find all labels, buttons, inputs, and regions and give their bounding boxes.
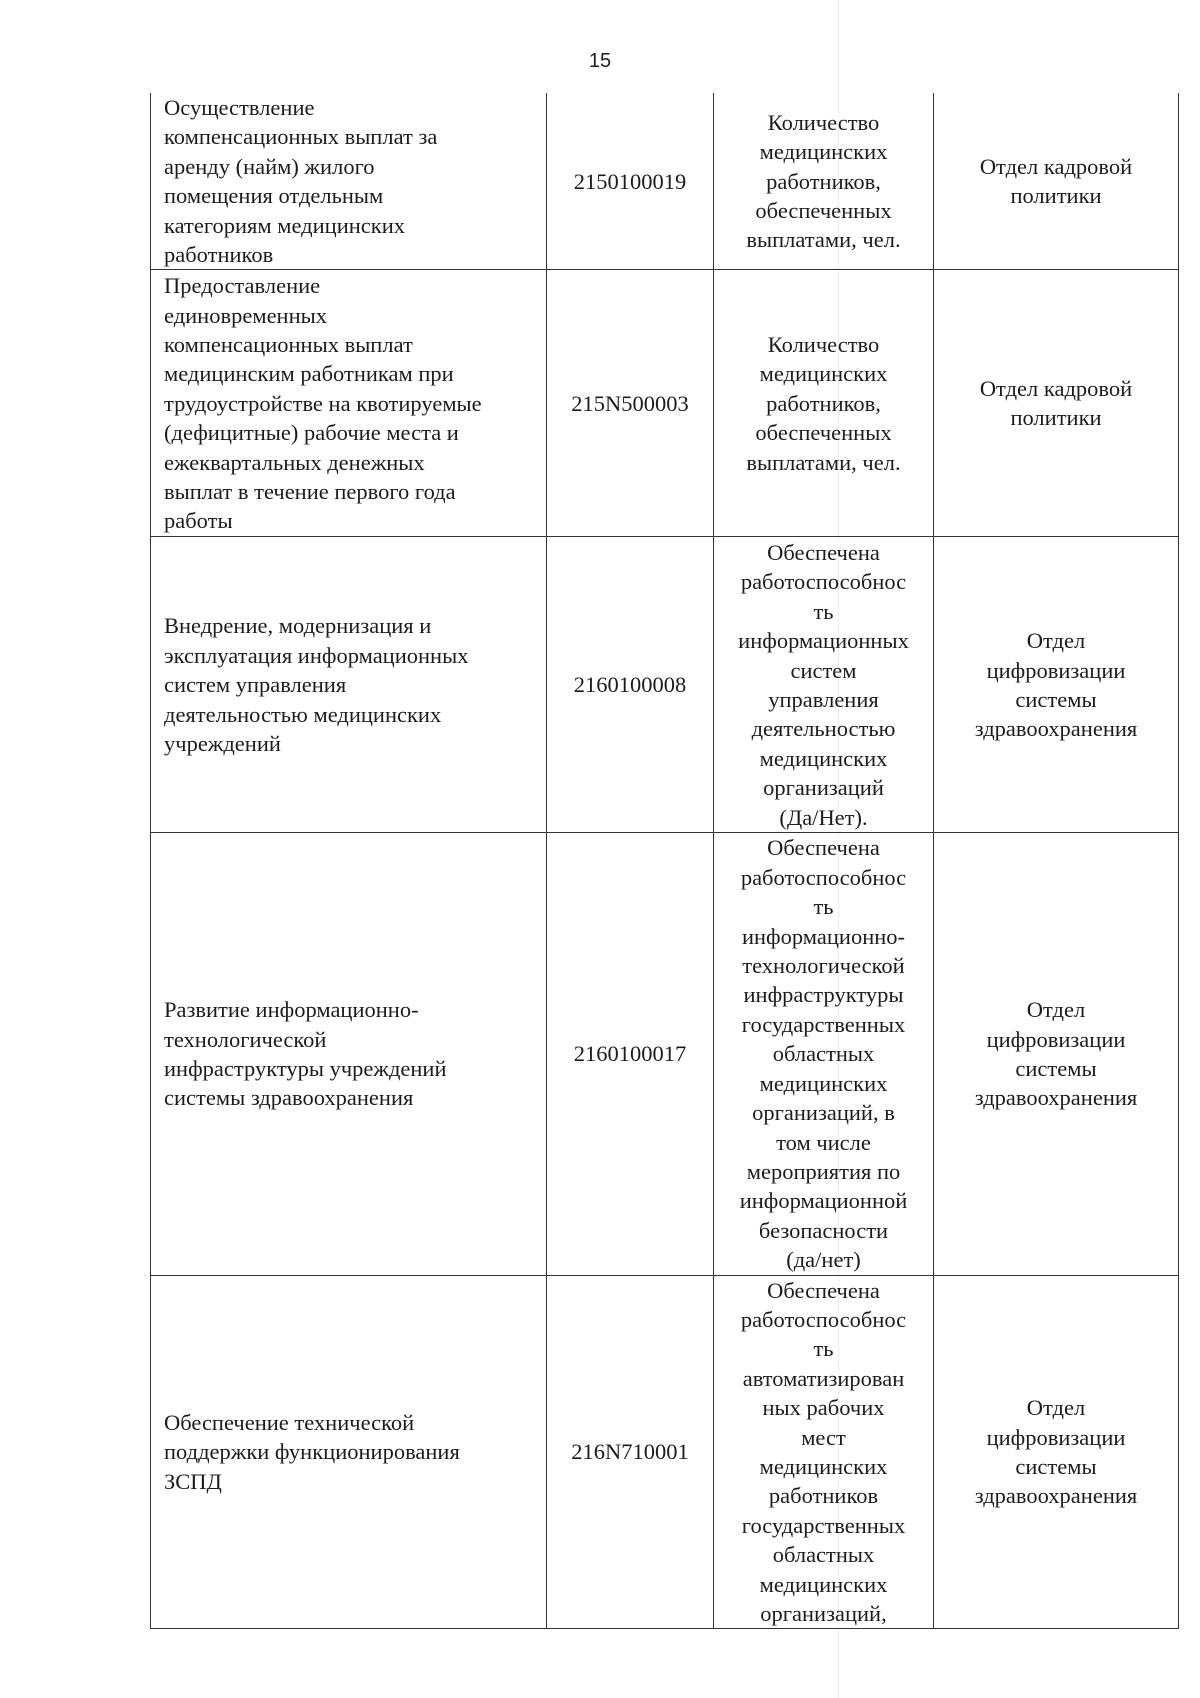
activities-table — [150, 93, 1179, 1629]
activity-name-cell — [151, 1275, 547, 1629]
budget-code: 216N710001 — [571, 1439, 689, 1465]
budget-code: 2160100017 — [573, 1041, 687, 1067]
budget-code-cell — [547, 537, 714, 833]
indicator-cell — [714, 537, 934, 833]
department-cell — [934, 537, 1179, 833]
department-cell — [934, 93, 1179, 270]
responsible-department: Отдел кадровой политики — [979, 376, 1133, 431]
responsible-department: Отдел кадровой политики — [979, 153, 1133, 209]
indicator-text: Обеспечена работоспособнос ть информационно- технологической инфраструктуры государственных областных медицинских организаций, в том числе мероприятия по информационной безопасности (да/нет) — [739, 835, 908, 1273]
indicator-cell — [714, 270, 934, 537]
activity-name-cell — [151, 833, 547, 1275]
responsible-department: Отдел цифровизации системы здравоохранения — [974, 628, 1138, 742]
responsible-department: Отдел цифровизации системы здравоохранения — [974, 997, 1138, 1111]
scan-seam — [838, 0, 839, 1698]
department-cell — [934, 270, 1179, 537]
budget-code-cell — [547, 93, 714, 270]
activity-name-cell — [151, 270, 547, 537]
activity-name-cell — [151, 537, 547, 833]
budget-code-cell — [547, 270, 714, 537]
table-row — [151, 537, 1179, 833]
responsible-department: Отдел цифровизации системы здравоохранения — [974, 1395, 1138, 1509]
budget-code-cell — [547, 833, 714, 1275]
table-row — [151, 270, 1179, 537]
department-cell — [934, 1275, 1179, 1629]
table-row — [151, 1275, 1179, 1629]
activity-name: Обеспечение технической поддержки функционирования ЗСПД — [164, 1409, 460, 1494]
indicator-text: Обеспечена работоспособнос ть автоматизирован ных рабочих мест медицинских работников государственных областных медицинских организаций, — [740, 1277, 907, 1626]
indicator-cell — [714, 93, 934, 270]
activity-name: Внедрение, модернизация и эксплуатация информационных систем управления деятельностью медицинских учреждений — [164, 613, 469, 757]
indicator-text: Количество медицинских работников, обеспеченных выплатами, чел. — [746, 109, 901, 253]
page-number: 15 — [588, 50, 612, 72]
activity-name: Осуществление компенсационных выплат за аренду (найм) жилого помещения отдельным категориям медицинских работников — [164, 95, 438, 268]
indicator-text: Количество медицинских работников, обеспеченных выплатами, чел. — [746, 331, 901, 475]
budget-code: 215N500003 — [571, 390, 689, 416]
budget-code: 2150100019 — [573, 168, 687, 194]
activity-name-cell — [151, 93, 547, 270]
budget-code-cell — [547, 1275, 714, 1629]
department-cell — [934, 833, 1179, 1275]
table-row — [151, 93, 1179, 270]
activity-name: Предоставление единовременных компенсационных выплат медицинским работникам при трудоустройстве на квотируемые (дефицитные) рабочие места и ежеквартальных денежных выплат в течение первого года работы — [164, 273, 482, 534]
activity-name: Развитие информационно- технологической инфраструктуры учреждений системы здравоохранения — [164, 997, 447, 1111]
indicator-cell — [714, 833, 934, 1275]
indicator-cell — [714, 1275, 934, 1629]
indicator-text: Обеспечена работоспособнос ть информационных систем управления деятельностью медицинских организаций (Да/Нет). — [738, 539, 909, 830]
budget-code: 2160100008 — [573, 672, 687, 698]
table-row — [151, 833, 1179, 1275]
